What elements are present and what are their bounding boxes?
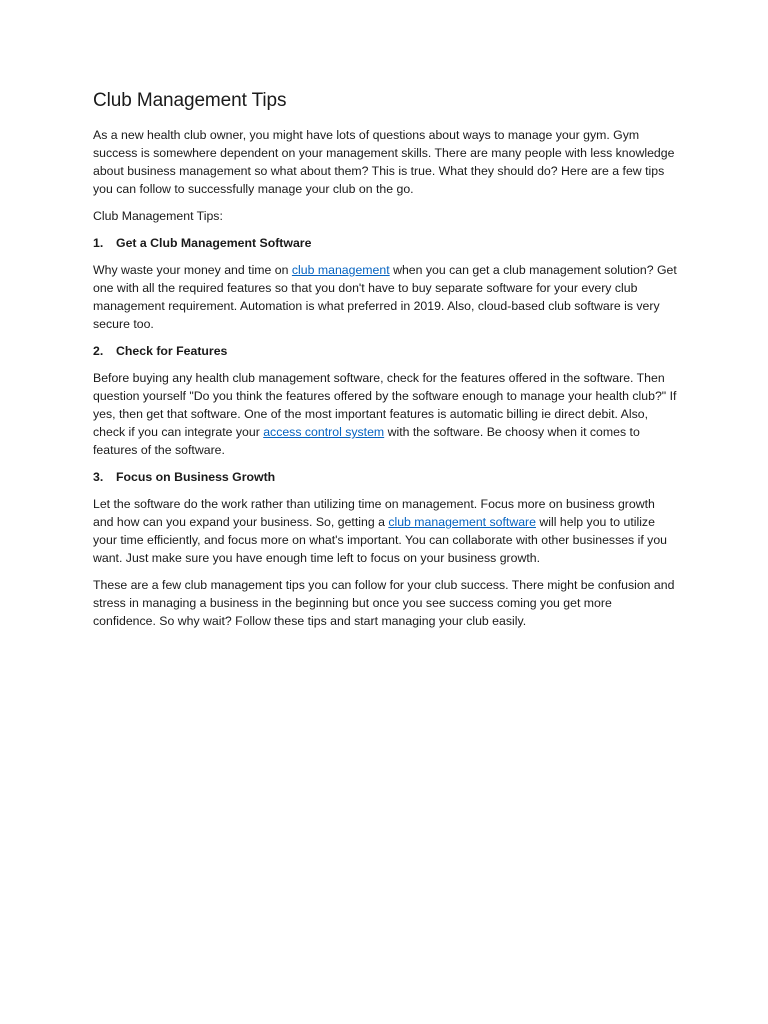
club-management-link[interactable]: club management	[291, 263, 390, 277]
section-heading-software	[93, 234, 677, 252]
document-page	[93, 88, 677, 639]
section-number: 1.	[93, 236, 104, 250]
closing-paragraph: These are a few club management tips you can follow for your club success. There might be confusion and stress in managing a business in the beginning but once you see success coming you get more confidence. So why wait? Follow these tips and start managing your club easily.	[93, 578, 675, 628]
club-management-software-link[interactable]: club management software	[388, 515, 536, 529]
paragraph-text: Why waste your money and time on	[93, 263, 292, 277]
section-number: 3.	[93, 470, 104, 484]
section-heading-text: Focus on Business Growth	[116, 470, 276, 484]
section-paragraph-growth	[93, 495, 677, 567]
section-heading-growth	[93, 468, 677, 486]
section-paragraph-software	[93, 261, 677, 333]
section-heading-text: Check for Features	[116, 344, 228, 358]
intro-paragraph: As a new health club owner, you might have lots of questions about ways to manage your gym. Gym success is somewhere dependent on your management skills. There are many people with less knowledge about business management so what about them? This is true. What they should do? Here are a few tips you can follow to successfully manage your club on the go.	[93, 128, 675, 196]
paragraph-text: Let the software do the work rather than utilizing time on management. Focus more on business growth and how can you expand your business. So, getting a	[93, 497, 655, 529]
paragraph-text: with the software. Be choosy when it comes to features of the software.	[93, 425, 640, 457]
section-paragraph-features	[93, 369, 677, 459]
section-heading-text: Get a Club Management Software	[116, 236, 312, 250]
paragraph-text: Before buying any health club management software, check for the features offered in the software. Then question yourself "Do you think the features offered by the software enough to manage your health club?" If yes, then get that software. One of the most important features is automatic billing ie direct debit. Also, check if you can integrate your	[93, 371, 677, 439]
section-number: 2.	[93, 344, 104, 358]
paragraph-text: will help you to utilize your time efficiently, and focus more on what's important. You can collaborate with other businesses if you want. Just make sure you have enough time left to focus on your business growth.	[93, 515, 668, 565]
document-title: Club Management Tips	[93, 90, 287, 111]
tips-list-intro: Club Management Tips:	[93, 209, 223, 223]
access-control-system-link[interactable]: access control system	[263, 425, 385, 439]
paragraph-text: when you can get a club management solution? Get one with all the required features so that you don't have to buy separate software for your every club management requirement. Automation is what preferred in 2019. Also, cloud-based club software is very secure too.	[93, 263, 677, 331]
section-heading-features	[93, 342, 677, 360]
